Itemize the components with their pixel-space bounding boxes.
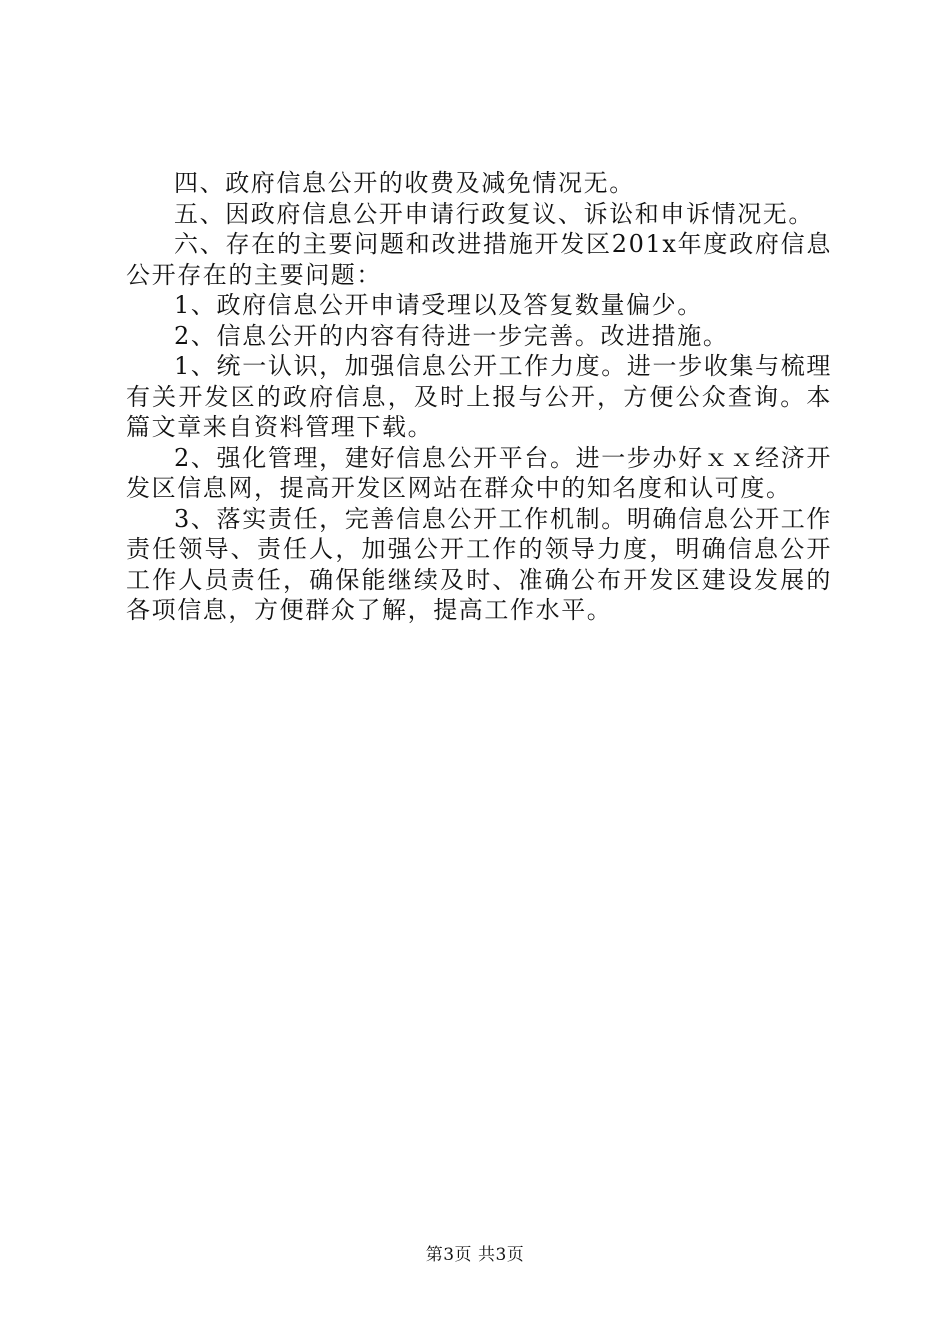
document-body (126, 168, 832, 626)
paragraph-problem-2: 2、信息公开的内容有待进一步完善。改进措施。 (174, 321, 729, 350)
paragraph-fees: 四、政府信息公开的收费及减免情况无。 (174, 169, 635, 197)
paragraph-measure-1: 1、统一认识，加强信息公开工作力度。进一步收集与梳理有关开发区的政府信息，及时上报与公开，方便公众查询。本篇文章来自资料管理下载。 (126, 352, 832, 441)
paragraph-problem-1: 1、政府信息公开申请受理以及答复数量偏少。 (174, 291, 703, 319)
paragraph-review-litigation: 五、因政府信息公开申请行政复议、诉讼和申诉情况无。 (174, 199, 814, 228)
paragraph-measure-3: 3、落实责任，完善信息公开工作机制。明确信息公开工作责任领导、责任人，加强公开工作的领导力度，明确信息公开工作人员责任，确保能继续及时、准确公布开发区建设发展的各项信息，方便群众了解，提高工作水平。 (126, 504, 832, 624)
paragraph-main-problems: 六、存在的主要问题和改进措施开发区201x年度政府信息公开存在的主要问题： (126, 230, 832, 289)
paragraph-measure-2: 2、强化管理，建好信息公开平台。进一步办好ｘｘ经济开发区信息网，提高开发区网站在群众中的知名度和认可度。 (126, 443, 832, 502)
page-number-footer: 第3页 共3页 (425, 1245, 525, 1265)
